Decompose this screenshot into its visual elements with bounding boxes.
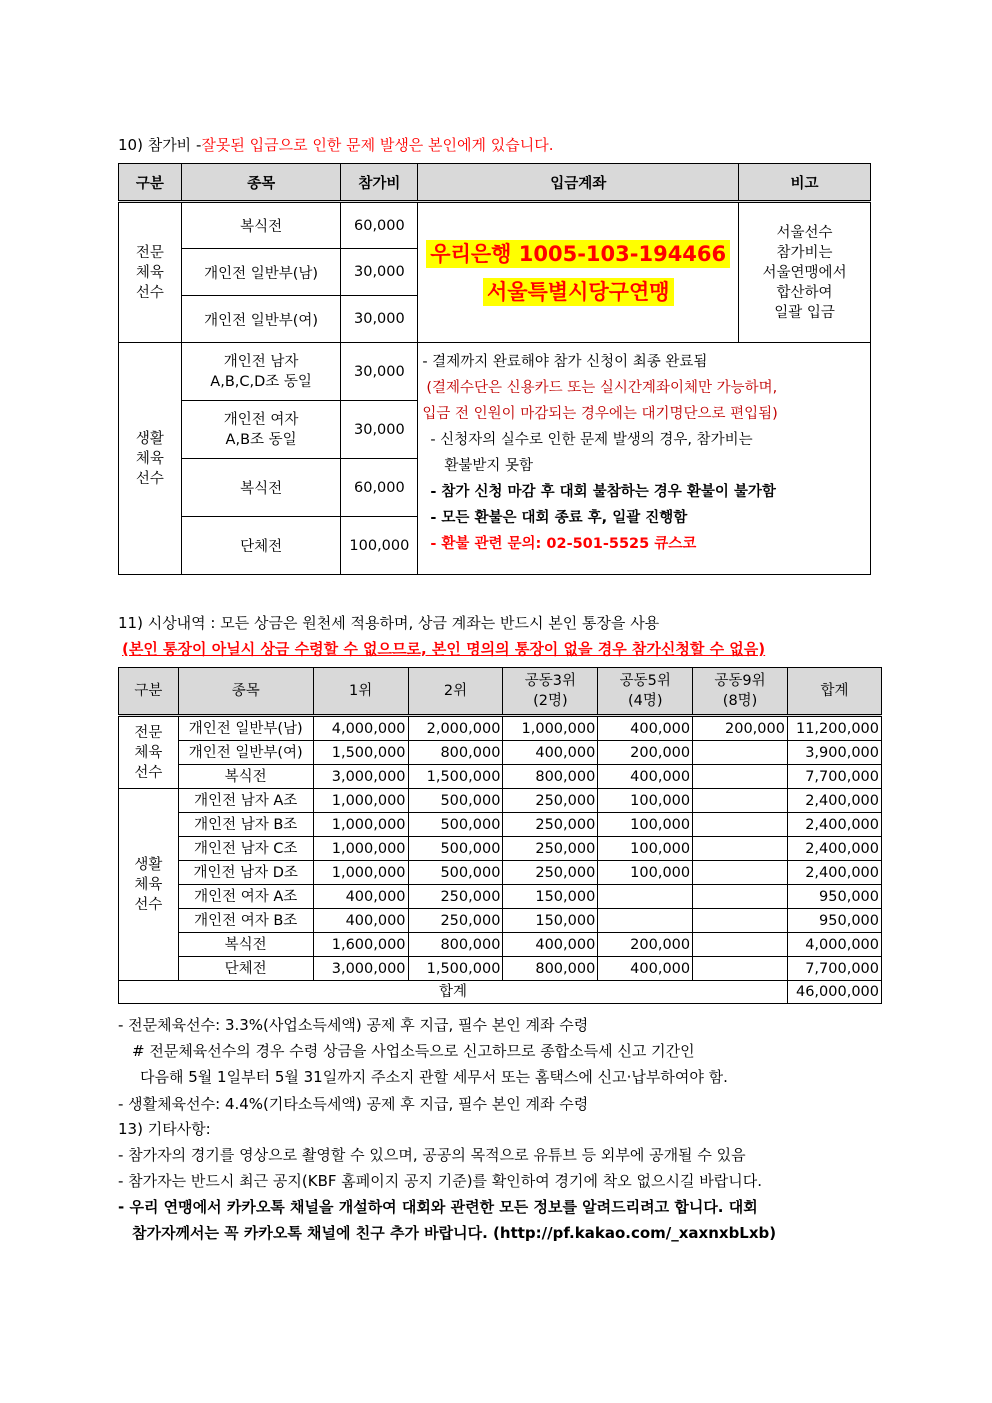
table-row	[119, 789, 882, 813]
event-cell: 개인전 남자 A,B,C,D조 동일	[181, 343, 341, 401]
category-amateur: 생활 체육 선수	[119, 343, 182, 575]
footer-line-6: - 참가자의 경기를 영상으로 촬영할 수 있으며, 공공의 목적으로 유튜브 등 외부에 공개될 수 있음	[118, 1146, 746, 1164]
prize-cell: 150,000	[503, 909, 598, 933]
table-row	[119, 202, 871, 249]
prize-cell	[693, 813, 788, 837]
prize-cell	[693, 909, 788, 933]
category-amateur: 생활 체육 선수	[119, 789, 179, 981]
prize-cell: 200,000	[598, 741, 693, 765]
prize-cell: 950,000	[787, 909, 881, 933]
footer-line-3: 다음해 5월 1일부터 5월 31일까지 주소지 관할 세무서 또는 홈택스에 신고·납부하여야 함.	[140, 1068, 728, 1086]
col-header: 구분	[119, 164, 182, 202]
prize-cell: 250,000	[408, 909, 503, 933]
col-header: 구분	[119, 668, 179, 716]
prize-cell: 1,000,000	[313, 837, 408, 861]
bank-account	[418, 202, 739, 343]
prize-table-body	[119, 716, 882, 981]
bank-account-number: 우리은행 1005-103-194466	[426, 240, 730, 268]
total-value: 46,000,000	[787, 981, 881, 1004]
prize-cell: 400,000	[503, 933, 598, 957]
prize-cell: 1,600,000	[313, 933, 408, 957]
prize-cell: 400,000	[598, 765, 693, 789]
prize-cell: 400,000	[313, 885, 408, 909]
prize-cell	[693, 789, 788, 813]
section-13-title: 13) 기타사항:	[118, 1120, 211, 1138]
prize-cell: 950,000	[787, 885, 881, 909]
prize-cell: 7,700,000	[787, 957, 881, 981]
prize-cell	[693, 741, 788, 765]
prize-cell: 1,000,000	[313, 813, 408, 837]
event-cell: 개인전 일반부(여)	[178, 741, 313, 765]
prize-cell: 800,000	[408, 933, 503, 957]
footer-line-9: 참가자께서는 꼭 카카오톡 채널에 친구 추가 바랍니다. (http://pf.kakao.com/_xaxnxbLxb)	[132, 1224, 777, 1242]
col-header: 합계	[787, 668, 881, 716]
event-cell: 개인전 일반부(남)	[178, 716, 313, 741]
col-header: 비고	[739, 164, 871, 202]
prize-cell: 500,000	[408, 789, 503, 813]
prize-cell: 100,000	[598, 861, 693, 885]
prize-cell	[693, 765, 788, 789]
event-cell: 단체전	[178, 957, 313, 981]
prize-cell: 100,000	[598, 789, 693, 813]
event-cell: 개인전 여자 B조	[178, 909, 313, 933]
event-cell: 개인전 남자 A조	[178, 789, 313, 813]
prize-cell: 250,000	[503, 789, 598, 813]
event-cell: 개인전 일반부(남)	[181, 249, 341, 296]
prize-cell	[693, 957, 788, 981]
col-header: 참가비	[341, 164, 418, 202]
table-row	[119, 765, 882, 789]
prize-cell: 1,500,000	[408, 957, 503, 981]
prize-cell: 4,000,000	[787, 933, 881, 957]
remark-cell: 서울선수 참가비는 서울연맹에서 합산하여 일괄 입금	[739, 202, 871, 343]
event-cell: 복식전	[178, 933, 313, 957]
prize-cell: 4,000,000	[313, 716, 408, 741]
table-row	[119, 343, 871, 401]
fee-cell: 30,000	[341, 401, 418, 459]
col-header: 공동3위 (2명)	[503, 668, 598, 716]
table-row	[119, 813, 882, 837]
prize-cell: 400,000	[598, 716, 693, 741]
fee-cell: 30,000	[341, 249, 418, 296]
total-row	[119, 981, 882, 1004]
event-cell: 개인전 남자 C조	[178, 837, 313, 861]
category-pro: 전문 체육 선수	[119, 716, 179, 789]
prize-cell: 2,400,000	[787, 861, 881, 885]
event-cell: 개인전 일반부(여)	[181, 296, 341, 343]
col-header: 입금계좌	[418, 164, 739, 202]
fee-cell: 30,000	[341, 296, 418, 343]
fee-cell: 100,000	[341, 517, 418, 575]
table-row	[119, 957, 882, 981]
table-row	[119, 716, 882, 741]
section-11-warning: (본인 통장이 아닐시 상금 수령할 수 없으므로, 본인 명의의 통장이 없을 경우 참가신청할 수 없음)	[122, 640, 766, 658]
event-cell: 복식전	[181, 459, 341, 517]
section-11-title: 11) 시상내역 : 모든 상금은 원천세 적용하며, 상금 계좌는 반드시 본인 통장을 사용	[118, 614, 660, 632]
prize-cell: 100,000	[598, 813, 693, 837]
col-header: 공동5위 (4명)	[598, 668, 693, 716]
footer-line-7: - 참가자는 반드시 최근 공지(KBF 홈페이지 공지 기준)를 확인하여 경기에 착오 없으시길 바랍니다.	[118, 1172, 762, 1190]
prize-cell: 400,000	[503, 741, 598, 765]
section-10-warning: 잘못된 입금으로 인한 문제 발생은 본인에게 있습니다.	[201, 136, 554, 154]
event-cell: 개인전 남자 B조	[178, 813, 313, 837]
fee-table-header	[119, 164, 871, 202]
prize-cell: 3,000,000	[313, 765, 408, 789]
fee-cell: 60,000	[341, 202, 418, 249]
prize-cell: 3,900,000	[787, 741, 881, 765]
section-10-title	[118, 134, 554, 155]
event-cell: 복식전	[181, 202, 341, 249]
prize-cell: 2,400,000	[787, 813, 881, 837]
event-cell: 개인전 남자 D조	[178, 861, 313, 885]
prize-cell: 1,500,000	[313, 741, 408, 765]
table-row	[119, 837, 882, 861]
prize-cell: 200,000	[598, 933, 693, 957]
section-10-label: 10) 참가비 -	[118, 136, 202, 154]
event-cell: 단체전	[181, 517, 341, 575]
prize-cell: 800,000	[503, 765, 598, 789]
prize-cell: 100,000	[598, 837, 693, 861]
fee-table	[118, 163, 871, 575]
event-cell: 복식전	[178, 765, 313, 789]
table-row	[119, 861, 882, 885]
col-header: 종목	[178, 668, 313, 716]
prize-cell: 1,500,000	[408, 765, 503, 789]
prize-cell: 11,200,000	[787, 716, 881, 741]
col-header: 1위	[313, 668, 408, 716]
total-label: 합계	[119, 981, 788, 1004]
prize-cell: 400,000	[598, 957, 693, 981]
prize-cell: 800,000	[503, 957, 598, 981]
footer-line-8: - 우리 연맹에서 카카오톡 채널을 개설하여 대회와 관련한 모든 정보를 알려드리려고 합니다. 대회	[118, 1198, 758, 1216]
prize-cell: 250,000	[503, 837, 598, 861]
table-row	[119, 741, 882, 765]
prize-cell: 500,000	[408, 861, 503, 885]
col-header: 공동9위 (8명)	[693, 668, 788, 716]
category-pro: 전문 체육 선수	[119, 202, 182, 343]
prize-cell: 250,000	[503, 813, 598, 837]
prize-cell	[598, 885, 693, 909]
prize-cell: 250,000	[503, 861, 598, 885]
event-cell: 개인전 여자 A,B조 동일	[181, 401, 341, 459]
payment-notes: - 결제까지 완료해야 참가 신청이 최종 완료됨 (결제수단은 신용카드 또는 실시간계좌이체만 가능하며, 입금 전 인원이 마감되는 경우에는 대기명단으로 편입됨) - 신청자의 실수로 인한 문제 발생의 경우, 참가비는 환불받지 못함 - 참가 신청 마감 후 대회 불참하는 경우 환불이 불가함 - 모든 환불은 대회 종료 후, 일괄 진행함 - 환불 관련 문의: 02-501-5525 큐스코	[418, 343, 871, 575]
col-header: 종목	[181, 164, 341, 202]
prize-cell	[693, 933, 788, 957]
prize-cell	[693, 861, 788, 885]
fee-cell: 60,000	[341, 459, 418, 517]
prize-table	[118, 667, 882, 1004]
prize-cell: 2,000,000	[408, 716, 503, 741]
prize-cell: 400,000	[313, 909, 408, 933]
event-cell: 개인전 여자 A조	[178, 885, 313, 909]
prize-cell: 1,000,000	[503, 716, 598, 741]
prize-cell: 800,000	[408, 741, 503, 765]
prize-cell: 250,000	[408, 885, 503, 909]
prize-table-header	[119, 668, 882, 716]
prize-cell: 7,700,000	[787, 765, 881, 789]
prize-cell: 200,000	[693, 716, 788, 741]
prize-cell: 150,000	[503, 885, 598, 909]
bank-account-holder: 서울특별시당구연맹	[483, 278, 674, 306]
fee-cell: 30,000	[341, 343, 418, 401]
table-row	[119, 885, 882, 909]
prize-cell: 500,000	[408, 837, 503, 861]
prize-cell	[693, 837, 788, 861]
prize-cell: 1,000,000	[313, 789, 408, 813]
prize-cell	[693, 885, 788, 909]
footer-line-2: # 전문체육선수의 경우 수령 상금을 사업소득으로 신고하므로 종합소득세 신고 기간인	[132, 1042, 695, 1060]
footer-line-1: - 전문체육선수: 3.3%(사업소득세액) 공제 후 지급, 필수 본인 계좌 수령	[118, 1016, 589, 1034]
col-header: 2위	[408, 668, 503, 716]
prize-cell: 1,000,000	[313, 861, 408, 885]
prize-cell: 2,400,000	[787, 789, 881, 813]
prize-cell: 3,000,000	[313, 957, 408, 981]
table-row	[119, 933, 882, 957]
prize-cell	[598, 909, 693, 933]
prize-cell: 500,000	[408, 813, 503, 837]
table-row	[119, 909, 882, 933]
footer-line-4: - 생활체육선수: 4.4%(기타소득세액) 공제 후 지급, 필수 본인 계좌 수령	[118, 1095, 589, 1113]
prize-cell: 2,400,000	[787, 837, 881, 861]
